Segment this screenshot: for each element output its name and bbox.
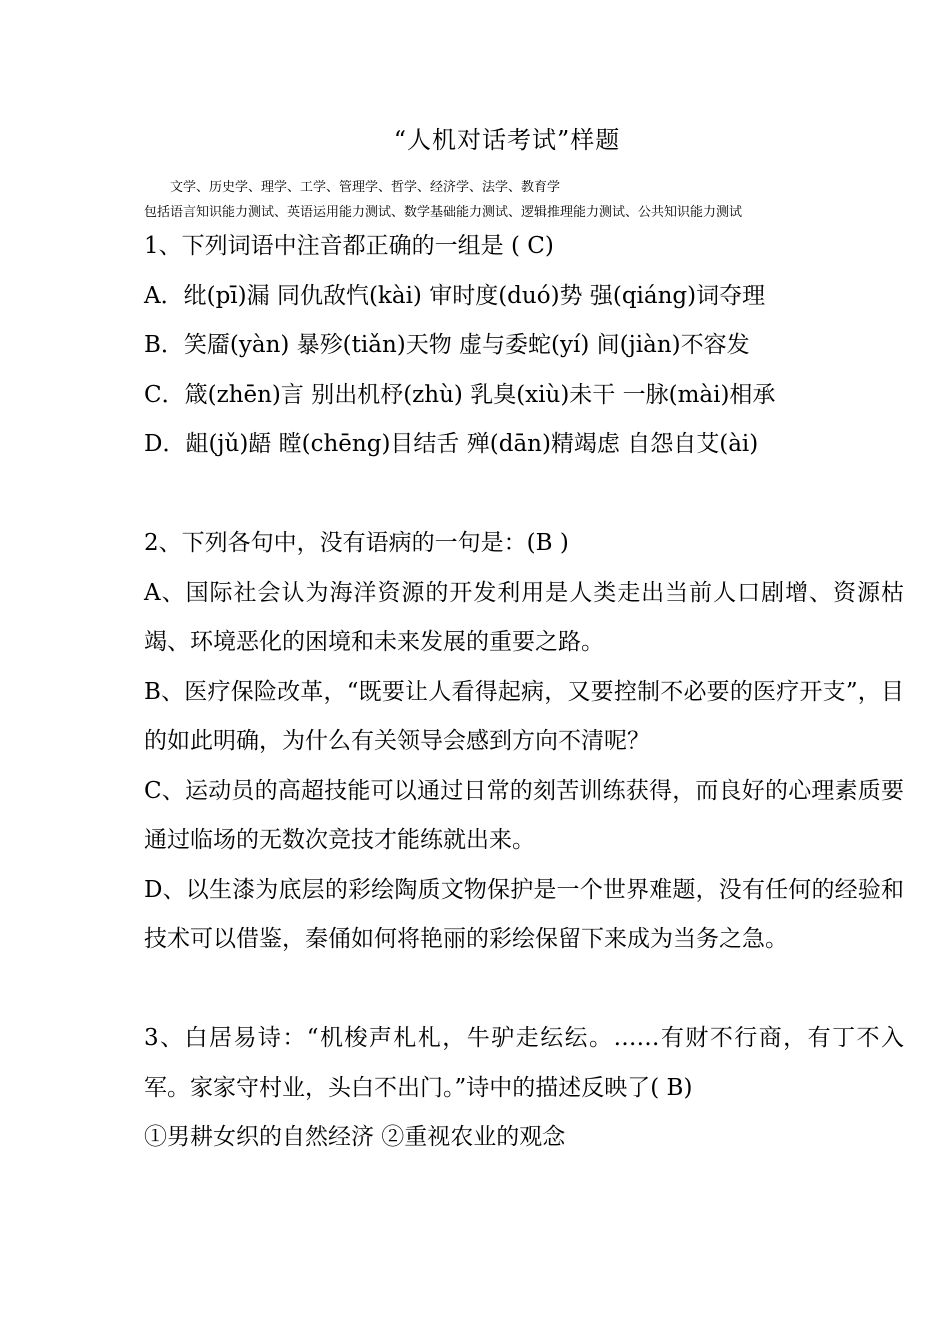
option-a: A．纰(pī)漏 同仇敌忾(kài) 审时度(duó)势 强(qiáng)词夺理 (144, 282, 766, 309)
option-row: ①男耕女织的自然经济 ②重视农业的观念 (144, 1124, 566, 1150)
option-c: C．箴(zhēn)言 别出机杼(zhù) 乳臭(xiù)未干 一脉(mài)相承 (144, 381, 776, 408)
option-c: C、运动员的高超技能可以通过日常的刻苦训练获得，而良好的心理素质要通过临场的无数次竞技才能练就出来。 (144, 777, 904, 853)
option-b: B．笑靥(yàn) 暴殄(tiǎn)天物 虚与委蛇(yí) 间(jiàn)不容发 (144, 332, 750, 358)
question-3 (144, 1014, 904, 1163)
option-d: D、以生漆为底层的彩绘陶质文物保护是一个世界难题，没有任何的经验和技术可以借鉴，秦俑如何将艳丽的彩绘保留下来成为当务之急。 (144, 876, 904, 952)
tests-line: 包括语言知识能力测试、英语运用能力测试、数学基础能力测试、逻辑推理能力测试、公共知识能力测试 (144, 205, 743, 220)
question-stem: 2、下列各句中，没有语病的一句是：(B ) (144, 530, 569, 556)
questions-container (144, 222, 904, 1163)
option-a: A、国际社会认为海洋资源的开发利用是人类走出当前人口剧增、资源枯竭、环境恶化的困境和未来发展的重要之路。 (144, 579, 904, 655)
question-stem: 3、白居易诗：“机梭声札札，牛驴走纭纭。……有财不行商，有丁不入军。家家守村业，头白不出门。”诗中的描述反映了( B) (144, 1025, 904, 1101)
subjects-line: 文学、历史学、理学、工学、管理学、哲学、经济学、法学、教育学 (170, 180, 561, 195)
question-2 (144, 519, 904, 965)
question-1 (144, 222, 904, 470)
question-stem: 1、下列词语中注音都正确的一组是 ( C) (144, 233, 554, 259)
option-d: D．龃(jǔ)龉 瞠(chēng)目结舌 殚(dān)精竭虑 自怨自艾(ài) (144, 431, 759, 457)
document-title: “人机对话考试”样题 (393, 126, 621, 154)
option-b: B、医疗保险改革，“既要让人看得起病，又要控制不必要的医疗开支”，目的如此明确，为什么有关领导会感到方向不清呢？ (144, 678, 904, 754)
